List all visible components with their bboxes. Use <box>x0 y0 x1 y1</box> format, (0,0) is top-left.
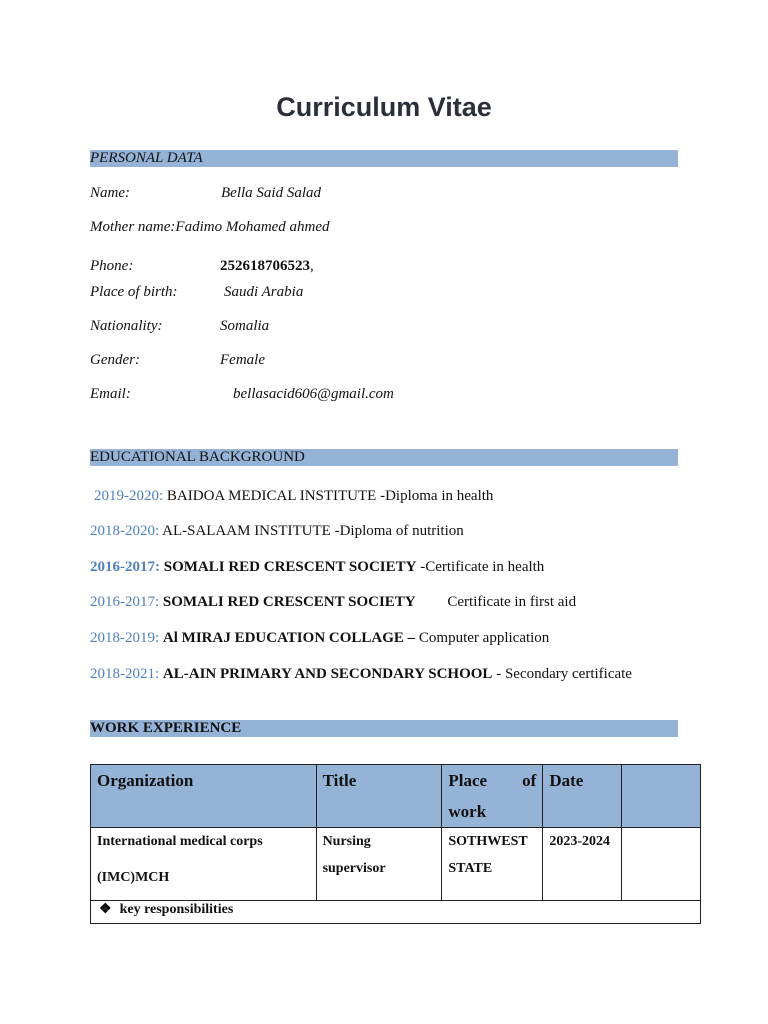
section-header-work: WORK EXPERIENCE <box>90 720 678 737</box>
name-label: Name: <box>90 185 130 201</box>
section-header-personal: PERSONAL DATA <box>90 150 678 167</box>
education-years: 2018-2020: <box>90 523 160 539</box>
education-item <box>90 523 464 540</box>
responsibilities-row <box>91 901 701 924</box>
responsibilities-label: key responsibilities <box>119 902 234 917</box>
phone-label: Phone: <box>90 258 134 274</box>
education-years: 2018-2021: <box>90 666 160 682</box>
education-institution: BAIDOA MEDICAL INSTITUTE <box>166 488 377 504</box>
gender-label: Gender: <box>90 352 140 368</box>
header-of-word: of <box>522 771 537 790</box>
email-line <box>90 386 394 403</box>
email-label: Email: <box>90 386 131 402</box>
phone-line <box>90 258 314 275</box>
education-item <box>94 488 493 505</box>
organization-line-1: International medical corps <box>97 834 263 849</box>
nationality-value: Somalia <box>220 318 270 334</box>
nationality-line <box>90 318 270 335</box>
table-row <box>91 828 701 901</box>
organization-line-2: (IMC)MCH <box>97 870 170 885</box>
phone-value: 252618706523 <box>220 258 310 274</box>
education-item <box>90 559 544 576</box>
cell-empty <box>622 828 701 901</box>
education-separator: – <box>407 630 416 646</box>
mother-label: Mother name: <box>90 219 176 235</box>
mother-value: Fadimo Mohamed ahmed <box>175 219 330 235</box>
birth-line <box>90 284 304 301</box>
header-place <box>442 765 543 828</box>
work-experience-table <box>90 764 701 924</box>
education-detail: -Diploma in health <box>380 488 494 504</box>
nationality-label: Nationality: <box>90 318 163 334</box>
education-years: 2018-2019: <box>90 630 160 646</box>
birth-label: Place of birth: <box>90 284 178 300</box>
education-years: 2016-2017: <box>90 559 160 575</box>
cell-date: 2023-2024 <box>543 828 622 901</box>
cell-title <box>316 828 442 901</box>
phone-suffix: , <box>310 258 314 274</box>
education-detail: Computer application <box>418 630 550 646</box>
title-line-2: supervisor <box>322 861 386 876</box>
name-line <box>90 185 321 202</box>
diamond-bullet-icon: ❖ <box>99 902 112 917</box>
education-institution: Al MIRAJ EDUCATION COLLAGE <box>162 630 404 646</box>
header-title: Title <box>316 765 442 828</box>
education-institution: SOMALI RED CRESCENT SOCIETY <box>162 594 416 610</box>
education-detail: Certificate in first aid <box>447 594 577 610</box>
mother-line <box>90 219 330 236</box>
gender-line <box>90 352 265 369</box>
cell-organization <box>91 828 317 901</box>
education-item <box>90 666 632 683</box>
education-institution: SOMALI RED CRESCENT SOCIETY <box>163 559 417 575</box>
education-years: 2019-2020: <box>94 488 164 504</box>
header-work-word: work <box>448 802 487 821</box>
responsibilities-cell <box>91 901 701 924</box>
education-detail: -Certificate in health <box>420 559 545 575</box>
name-value: Bella Said Salad <box>221 185 321 201</box>
education-detail: Secondary certificate <box>504 666 632 682</box>
education-institution: AL-SALAAM INSTITUTE <box>162 523 331 539</box>
phone-value-wrap <box>220 258 314 275</box>
header-empty <box>622 765 701 828</box>
header-organization: Organization <box>91 765 317 828</box>
page-title: Curriculum Vitae <box>276 92 492 122</box>
birth-value: Saudi Arabia <box>224 284 304 300</box>
table-header-row <box>91 765 701 828</box>
email-value[interactable]: bellasacid606@gmail.com <box>233 386 394 402</box>
place-line-1: SOTHWEST <box>448 834 528 849</box>
place-line-2: STATE <box>448 861 493 876</box>
header-date: Date <box>543 765 622 828</box>
education-years: 2016-2017: <box>90 594 160 610</box>
education-item <box>90 594 576 611</box>
title-line-1: Nursing <box>322 834 371 849</box>
education-separator: - <box>496 666 502 682</box>
section-header-education: EDUCATIONAL BACKGROUND <box>90 449 678 466</box>
gender-value: Female <box>220 352 265 368</box>
education-institution: AL-AIN PRIMARY AND SECONDARY SCHOOL <box>162 666 493 682</box>
header-place-word: Place <box>448 771 488 790</box>
education-detail: -Diploma of nutrition <box>334 523 464 539</box>
cell-place <box>442 828 543 901</box>
education-item <box>90 630 549 647</box>
